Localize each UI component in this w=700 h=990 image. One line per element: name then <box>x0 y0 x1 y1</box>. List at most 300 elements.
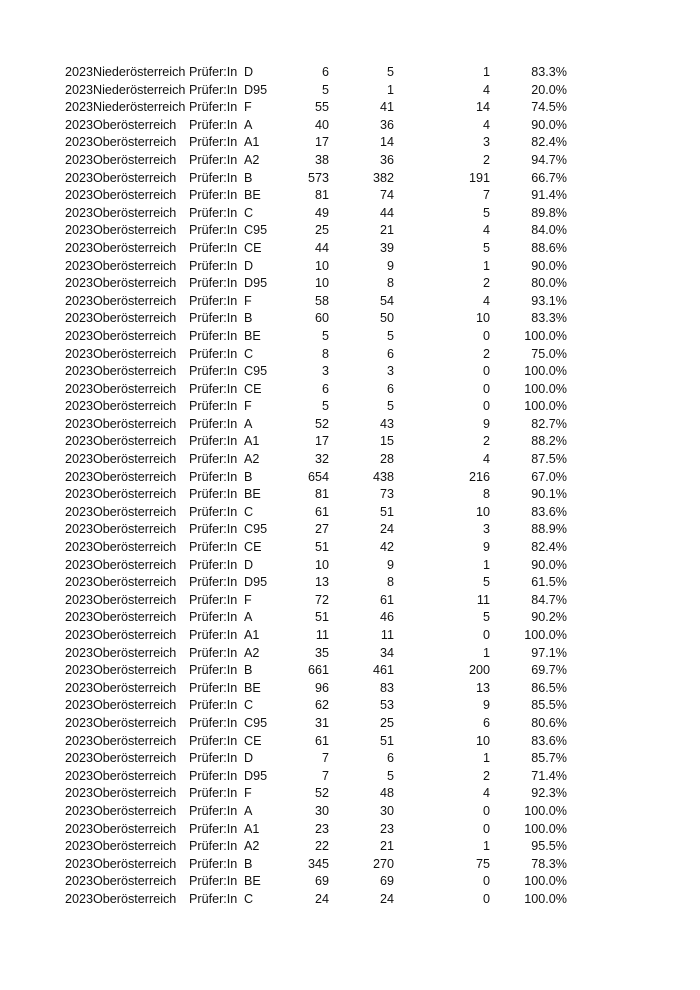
class-cell: CE <box>244 240 262 255</box>
rate-cell: 83.6% <box>531 504 567 519</box>
table-row <box>0 117 700 135</box>
passed-cell: 438 <box>372 469 394 484</box>
total-cell: 52 <box>314 416 329 431</box>
region-cell: Oberösterreich <box>93 293 177 308</box>
passed-cell: 21 <box>379 223 394 238</box>
class-cell: CE <box>244 733 262 748</box>
failed-cell: 0 <box>482 821 490 836</box>
total-cell: 7 <box>321 751 329 766</box>
year-cell: 2023 <box>65 522 94 537</box>
region-cell: Oberösterreich <box>93 698 177 713</box>
failed-cell: 7 <box>482 188 490 203</box>
table-row <box>0 310 700 328</box>
failed-cell: 216 <box>468 469 490 484</box>
failed-cell: 5 <box>482 240 490 255</box>
year-cell: 2023 <box>65 364 94 379</box>
class-cell: A1 <box>244 628 260 642</box>
year-cell: 2023 <box>65 856 94 871</box>
failed-cell: 0 <box>482 874 490 889</box>
failed-cell: 5 <box>482 575 490 590</box>
rate-cell: 87.5% <box>531 452 567 467</box>
passed-cell: 41 <box>379 100 394 115</box>
region-cell: Oberösterreich <box>93 311 177 326</box>
total-cell: 35 <box>314 645 329 660</box>
table-row <box>0 627 700 645</box>
failed-cell: 10 <box>475 504 490 519</box>
role-cell: Prüfer:In <box>189 557 238 572</box>
total-cell: 661 <box>307 663 329 678</box>
role-cell: Prüfer:In <box>189 100 238 115</box>
passed-cell: 42 <box>379 540 394 555</box>
rate-cell: 80.6% <box>531 715 567 730</box>
total-cell: 96 <box>314 680 329 695</box>
role-cell: Prüfer:In <box>189 610 238 625</box>
year-cell: 2023 <box>65 469 94 484</box>
failed-cell: 9 <box>482 698 490 713</box>
total-cell: 55 <box>314 100 329 115</box>
failed-cell: 200 <box>468 663 490 678</box>
failed-cell: 9 <box>482 416 490 431</box>
region-cell: Oberösterreich <box>93 522 177 537</box>
year-cell: 2023 <box>65 504 94 519</box>
table-row <box>0 381 700 399</box>
total-cell: 49 <box>314 205 329 220</box>
rate-cell: 91.4% <box>531 188 567 203</box>
passed-cell: 53 <box>379 698 394 713</box>
failed-cell: 2 <box>482 768 490 783</box>
passed-cell: 9 <box>386 557 394 572</box>
year-cell: 2023 <box>65 715 94 730</box>
total-cell: 51 <box>314 610 329 625</box>
table-row <box>0 363 700 381</box>
total-cell: 654 <box>307 469 329 484</box>
class-cell: C95 <box>244 364 268 379</box>
rate-cell: 88.9% <box>531 522 567 537</box>
total-cell: 32 <box>314 452 329 467</box>
table-row <box>0 134 700 152</box>
failed-cell: 9 <box>482 540 490 555</box>
year-cell: 2023 <box>65 188 94 203</box>
failed-cell: 1 <box>482 751 490 766</box>
failed-cell: 11 <box>476 592 490 607</box>
rate-cell: 86.5% <box>531 680 567 695</box>
role-cell: Prüfer:In <box>189 768 238 783</box>
role-cell: Prüfer:In <box>189 751 238 766</box>
table-row <box>0 856 700 874</box>
class-cell: B <box>244 663 253 678</box>
year-cell: 2023 <box>65 258 94 273</box>
rate-cell: 90.0% <box>531 117 567 132</box>
failed-cell: 0 <box>482 399 490 414</box>
table-row <box>0 486 700 504</box>
year-cell: 2023 <box>65 346 94 361</box>
year-cell: 2023 <box>65 628 94 642</box>
role-cell: Prüfer:In <box>189 628 238 642</box>
class-cell: BE <box>244 874 261 889</box>
table-row <box>0 187 700 205</box>
rate-cell: 84.0% <box>531 223 567 238</box>
total-cell: 10 <box>314 557 329 572</box>
total-cell: 61 <box>314 733 329 748</box>
class-cell: D <box>244 751 254 766</box>
table-row <box>0 592 700 610</box>
region-cell: Oberösterreich <box>93 856 177 871</box>
year-cell: 2023 <box>65 434 94 449</box>
table-row <box>0 258 700 276</box>
region-cell: Oberösterreich <box>93 452 177 467</box>
total-cell: 3 <box>321 364 329 379</box>
table-row <box>0 64 700 82</box>
failed-cell: 3 <box>482 522 490 537</box>
class-cell: A <box>244 416 253 431</box>
rate-cell: 74.5% <box>531 100 567 115</box>
rate-cell: 66.7% <box>531 170 567 185</box>
table-row <box>0 873 700 891</box>
table-row <box>0 803 700 821</box>
role-cell: Prüfer:In <box>189 856 238 871</box>
year-cell: 2023 <box>65 610 94 625</box>
total-cell: 17 <box>314 434 329 449</box>
rate-cell: 82.4% <box>531 135 567 150</box>
table-row <box>0 275 700 293</box>
failed-cell: 10 <box>475 311 490 326</box>
failed-cell: 8 <box>482 487 490 502</box>
class-cell: BE <box>244 680 261 695</box>
rate-cell: 83.3% <box>531 311 567 326</box>
passed-cell: 1 <box>386 82 394 97</box>
year-cell: 2023 <box>65 170 94 185</box>
region-cell: Oberösterreich <box>93 610 177 625</box>
class-cell: D <box>244 557 254 572</box>
region-cell: Oberösterreich <box>93 803 177 818</box>
total-cell: 25 <box>314 223 329 238</box>
total-cell: 6 <box>321 381 329 396</box>
total-cell: 62 <box>314 698 329 713</box>
year-cell: 2023 <box>65 891 94 906</box>
failed-cell: 4 <box>482 293 490 308</box>
rate-cell: 92.3% <box>531 786 567 801</box>
class-cell: D95 <box>244 82 268 97</box>
class-cell: A1 <box>244 434 260 449</box>
total-cell: 7 <box>321 768 329 783</box>
passed-cell: 24 <box>379 522 394 537</box>
rate-cell: 69.7% <box>531 663 567 678</box>
role-cell: Prüfer:In <box>189 276 238 291</box>
table-row <box>0 205 700 223</box>
region-cell: Oberösterreich <box>93 715 177 730</box>
class-cell: A <box>244 803 253 818</box>
total-cell: 52 <box>314 786 329 801</box>
class-cell: CE <box>244 540 262 555</box>
year-cell: 2023 <box>65 223 94 238</box>
year-cell: 2023 <box>65 65 94 79</box>
failed-cell: 1 <box>482 65 490 79</box>
role-cell: Prüfer:In <box>189 223 238 238</box>
class-cell: F <box>244 399 252 414</box>
year-cell: 2023 <box>65 452 94 467</box>
region-cell: Oberösterreich <box>93 434 177 449</box>
rate-cell: 85.5% <box>531 698 567 713</box>
region-cell: Niederösterreich <box>93 82 186 97</box>
class-cell: A2 <box>244 452 260 467</box>
passed-cell: 50 <box>379 311 394 326</box>
year-cell: 2023 <box>65 751 94 766</box>
passed-cell: 46 <box>379 610 394 625</box>
year-cell: 2023 <box>65 487 94 502</box>
class-cell: BE <box>244 188 261 203</box>
failed-cell: 4 <box>482 786 490 801</box>
class-cell: A2 <box>244 839 260 854</box>
role-cell: Prüfer:In <box>189 575 238 590</box>
passed-cell: 34 <box>379 645 394 660</box>
region-cell: Oberösterreich <box>93 364 177 379</box>
class-cell: C <box>244 205 254 220</box>
class-cell: D <box>244 258 254 273</box>
total-cell: 24 <box>314 891 329 906</box>
role-cell: Prüfer:In <box>189 786 238 801</box>
class-cell: F <box>244 293 252 308</box>
role-cell: Prüfer:In <box>189 170 238 185</box>
passed-cell: 73 <box>379 487 394 502</box>
passed-cell: 30 <box>379 803 394 818</box>
role-cell: Prüfer:In <box>189 821 238 836</box>
table-row <box>0 328 700 346</box>
role-cell: Prüfer:In <box>189 504 238 519</box>
region-cell: Oberösterreich <box>93 540 177 555</box>
region-cell: Oberösterreich <box>93 628 177 642</box>
table-row <box>0 838 700 856</box>
class-cell: B <box>244 311 253 326</box>
rate-cell: 88.2% <box>531 434 567 449</box>
rate-cell: 100.0% <box>524 803 567 818</box>
year-cell: 2023 <box>65 839 94 854</box>
rate-cell: 20.0% <box>531 82 567 97</box>
year-cell: 2023 <box>65 803 94 818</box>
failed-cell: 2 <box>482 434 490 449</box>
total-cell: 61 <box>314 504 329 519</box>
passed-cell: 74 <box>379 188 394 203</box>
role-cell: Prüfer:In <box>189 715 238 730</box>
table-row <box>0 539 700 557</box>
class-cell: F <box>244 786 252 801</box>
region-cell: Oberösterreich <box>93 117 177 132</box>
role-cell: Prüfer:In <box>189 522 238 537</box>
total-cell: 31 <box>314 715 329 730</box>
failed-cell: 4 <box>482 82 490 97</box>
rate-cell: 82.7% <box>531 416 567 431</box>
failed-cell: 0 <box>482 628 490 642</box>
table-row <box>0 398 700 416</box>
failed-cell: 3 <box>482 135 490 150</box>
passed-cell: 270 <box>372 856 394 871</box>
region-cell: Oberösterreich <box>93 821 177 836</box>
table-row <box>0 821 700 839</box>
table-row <box>0 416 700 434</box>
class-cell: A1 <box>244 135 260 150</box>
passed-cell: 8 <box>386 575 394 590</box>
region-cell: Oberösterreich <box>93 874 177 889</box>
region-cell: Oberösterreich <box>93 240 177 255</box>
failed-cell: 4 <box>482 452 490 467</box>
passed-cell: 14 <box>379 135 394 150</box>
total-cell: 27 <box>314 522 329 537</box>
region-cell: Oberösterreich <box>93 188 177 203</box>
role-cell: Prüfer:In <box>189 188 238 203</box>
role-cell: Prüfer:In <box>189 891 238 906</box>
region-cell: Oberösterreich <box>93 205 177 220</box>
passed-cell: 51 <box>379 504 394 519</box>
table-row <box>0 293 700 311</box>
role-cell: Prüfer:In <box>189 803 238 818</box>
region-cell: Oberösterreich <box>93 504 177 519</box>
role-cell: Prüfer:In <box>189 416 238 431</box>
total-cell: 72 <box>314 592 329 607</box>
total-cell: 23 <box>314 821 329 836</box>
role-cell: Prüfer:In <box>189 381 238 396</box>
failed-cell: 1 <box>482 645 490 660</box>
year-cell: 2023 <box>65 328 94 343</box>
failed-cell: 14 <box>475 100 490 115</box>
total-cell: 13 <box>314 575 329 590</box>
passed-cell: 25 <box>379 715 394 730</box>
region-cell: Oberösterreich <box>93 592 177 607</box>
failed-cell: 0 <box>482 364 490 379</box>
rate-cell: 97.1% <box>531 645 567 660</box>
class-cell: A1 <box>244 821 260 836</box>
passed-cell: 28 <box>379 452 394 467</box>
rate-cell: 100.0% <box>524 364 567 379</box>
class-cell: D95 <box>244 768 268 783</box>
year-cell: 2023 <box>65 240 94 255</box>
class-cell: B <box>244 856 253 871</box>
region-cell: Oberösterreich <box>93 223 177 238</box>
region-cell: Oberösterreich <box>93 768 177 783</box>
rate-cell: 90.2% <box>531 610 567 625</box>
passed-cell: 5 <box>386 65 394 79</box>
region-cell: Oberösterreich <box>93 751 177 766</box>
role-cell: Prüfer:In <box>189 364 238 379</box>
rate-cell: 94.7% <box>531 152 567 167</box>
rate-cell: 95.5% <box>531 839 567 854</box>
region-cell: Oberösterreich <box>93 399 177 414</box>
role-cell: Prüfer:In <box>189 592 238 607</box>
class-cell: B <box>244 469 253 484</box>
region-cell: Oberösterreich <box>93 152 177 167</box>
role-cell: Prüfer:In <box>189 65 238 79</box>
passed-cell: 36 <box>379 152 394 167</box>
rate-cell: 67.0% <box>531 469 567 484</box>
table-row <box>0 891 700 909</box>
total-cell: 51 <box>314 540 329 555</box>
role-cell: Prüfer:In <box>189 293 238 308</box>
rate-cell: 83.6% <box>531 733 567 748</box>
failed-cell: 75 <box>475 856 490 871</box>
total-cell: 69 <box>314 874 329 889</box>
total-cell: 58 <box>314 293 329 308</box>
region-cell: Oberösterreich <box>93 786 177 801</box>
table-row <box>0 574 700 592</box>
table-row <box>0 433 700 451</box>
rate-cell: 90.0% <box>531 258 567 273</box>
year-cell: 2023 <box>65 117 94 132</box>
failed-cell: 5 <box>482 205 490 220</box>
year-cell: 2023 <box>65 205 94 220</box>
class-cell: C <box>244 504 254 519</box>
region-cell: Oberösterreich <box>93 170 177 185</box>
table-row <box>0 785 700 803</box>
passed-cell: 83 <box>379 680 394 695</box>
passed-cell: 6 <box>386 346 394 361</box>
role-cell: Prüfer:In <box>189 469 238 484</box>
role-cell: Prüfer:In <box>189 205 238 220</box>
table-row <box>0 609 700 627</box>
year-cell: 2023 <box>65 592 94 607</box>
class-cell: F <box>244 592 252 607</box>
role-cell: Prüfer:In <box>189 311 238 326</box>
class-cell: A2 <box>244 152 260 167</box>
total-cell: 5 <box>321 82 329 97</box>
total-cell: 345 <box>307 856 329 871</box>
region-cell: Oberösterreich <box>93 381 177 396</box>
region-cell: Oberösterreich <box>93 575 177 590</box>
region-cell: Oberösterreich <box>93 487 177 502</box>
total-cell: 30 <box>314 803 329 818</box>
rate-cell: 71.4% <box>531 768 567 783</box>
failed-cell: 6 <box>482 715 490 730</box>
year-cell: 2023 <box>65 135 94 150</box>
class-cell: C <box>244 698 254 713</box>
year-cell: 2023 <box>65 100 94 115</box>
passed-cell: 382 <box>372 170 394 185</box>
year-cell: 2023 <box>65 680 94 695</box>
table-row <box>0 697 700 715</box>
region-cell: Oberösterreich <box>93 663 177 678</box>
class-cell: F <box>244 100 252 115</box>
class-cell: B <box>244 170 253 185</box>
table-row <box>0 222 700 240</box>
total-cell: 38 <box>314 152 329 167</box>
class-cell: C95 <box>244 223 268 238</box>
total-cell: 11 <box>315 628 329 642</box>
failed-cell: 10 <box>475 733 490 748</box>
data-table <box>0 64 700 909</box>
table-row <box>0 662 700 680</box>
failed-cell: 0 <box>482 803 490 818</box>
table-row <box>0 645 700 663</box>
year-cell: 2023 <box>65 874 94 889</box>
role-cell: Prüfer:In <box>189 733 238 748</box>
rate-cell: 93.1% <box>531 293 567 308</box>
passed-cell: 36 <box>379 117 394 132</box>
region-cell: Oberösterreich <box>93 469 177 484</box>
table-row <box>0 99 700 117</box>
failed-cell: 2 <box>482 346 490 361</box>
class-cell: C95 <box>244 715 268 730</box>
class-cell: D95 <box>244 575 268 590</box>
passed-cell: 43 <box>379 416 394 431</box>
passed-cell: 5 <box>386 328 394 343</box>
table-row <box>0 768 700 786</box>
rate-cell: 78.3% <box>531 856 567 871</box>
year-cell: 2023 <box>65 575 94 590</box>
year-cell: 2023 <box>65 786 94 801</box>
year-cell: 2023 <box>65 821 94 836</box>
failed-cell: 13 <box>475 680 490 695</box>
rate-cell: 89.8% <box>531 205 567 220</box>
passed-cell: 6 <box>386 381 394 396</box>
class-cell: A <box>244 610 253 625</box>
table-row <box>0 240 700 258</box>
